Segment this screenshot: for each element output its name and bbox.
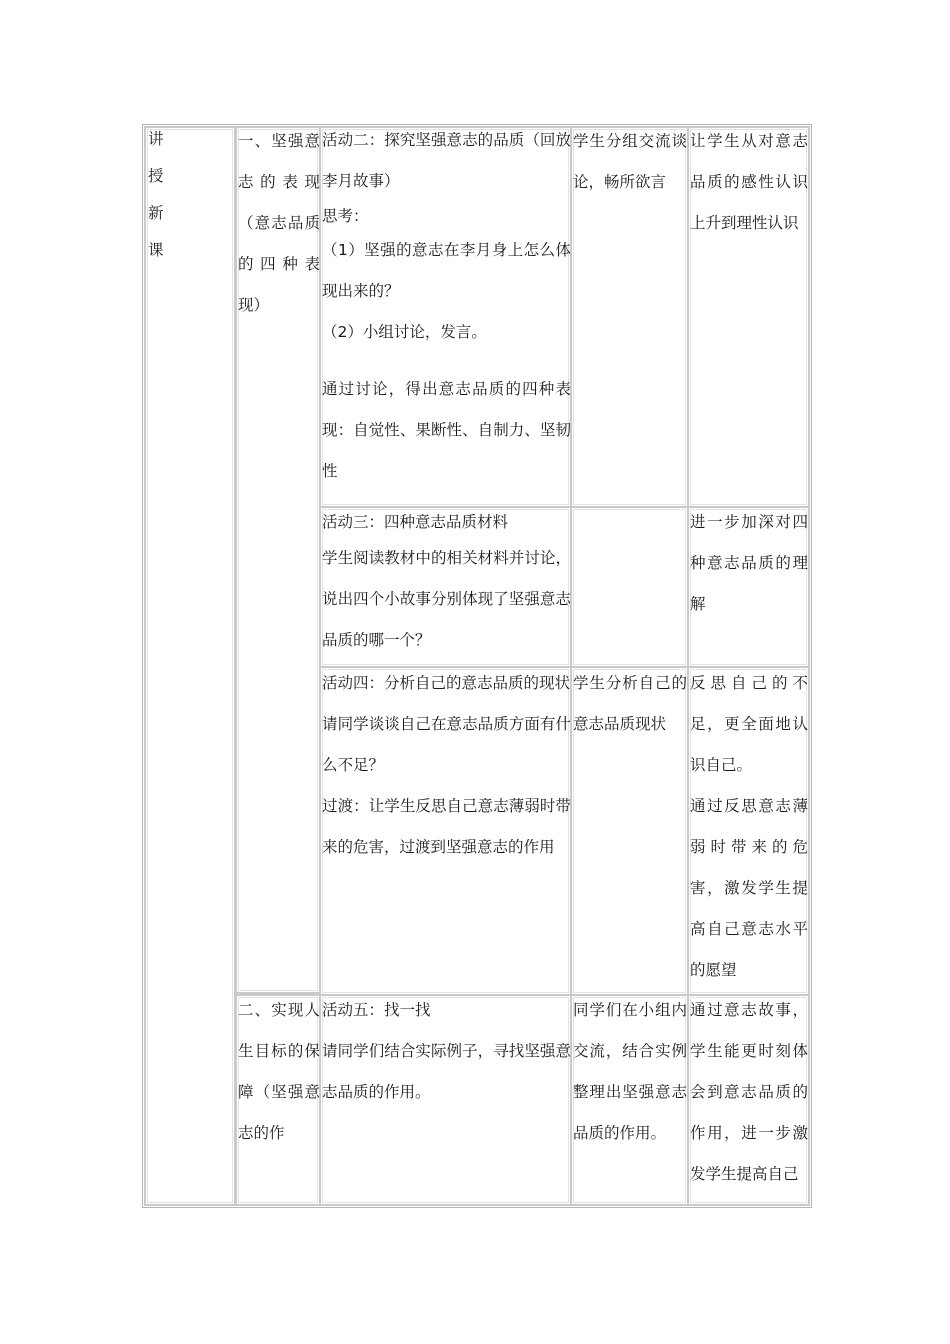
intent-2: 进一步加深对四种意志品质的理解 [690, 513, 808, 613]
section-label-char: 课 [148, 241, 164, 259]
activity-line: 请同学谈谈自己在意志品质方面有什么不足？ [322, 715, 571, 774]
student-activity-4: 同学们在小组内交流，结合实例整理出坚强意志品质的作用。 [573, 1001, 687, 1142]
teacher-activity-1 [322, 120, 571, 492]
student-activity-1: 学生分组交流谈论，畅所欲言 [573, 132, 687, 191]
student-cell-2 [570, 506, 689, 668]
activity-line: 思考： [322, 207, 369, 225]
activity-title: 活动二：探究坚强意志的品质（回放李月故事） [322, 131, 571, 190]
activity-line: 通过讨论，得出意志品质的四种表现：自觉性、果断性、自制力、坚韧性 [322, 380, 571, 480]
teacher-activity-3 [322, 663, 571, 868]
topic-2: 二、实现人生目标的保障（坚强意志的作 [238, 1001, 320, 1142]
activity-line: 过渡：让学生反思自己意志薄弱时带来的危害，过渡到坚强意志的作用 [322, 797, 571, 856]
teacher-activity-2 [322, 506, 571, 661]
intent-1: 让学生从对意志品质的感性认识上升到理性认识 [690, 132, 808, 232]
section-label-char: 授 [148, 167, 164, 185]
topic-1: 一、坚强意志的表现（意志品质的四种表现） [238, 132, 320, 314]
intent-line: 反思自己的不足，更全面地认识自己。 [690, 674, 808, 774]
intent-line: 通过反思意志薄弱时带来的危害，激发学生提高自己意志水平的愿望 [690, 797, 808, 979]
section-label-char: 新 [148, 204, 164, 222]
student-activity-3: 学生分析自己的意志品质现状 [573, 674, 687, 733]
spacer [322, 353, 571, 369]
activity-line: 请同学们结合实际例子，寻找坚强意志品质的作用。 [322, 1042, 571, 1101]
activity-title: 活动五：找一找 [322, 1001, 431, 1019]
activity-title: 活动四：分析自己的意志品质的现状 [322, 674, 571, 692]
intent-3 [690, 663, 808, 991]
activity-line: 学生阅读教材中的相关材料并讨论，说出四个小故事分别体现了坚强意志品质的哪一个？ [322, 549, 571, 649]
intent-4: 通过意志故事，学生能更时刻体会到意志品质的作用，进一步激发学生提高自己 [690, 1001, 808, 1183]
section-label-char: 讲 [148, 130, 164, 148]
teacher-activity-4 [322, 990, 571, 1113]
activity-line: （1）坚强的意志在李月身上怎么体现出来的？ [322, 241, 571, 300]
activity-line: （2）小组讨论，发言。 [322, 323, 487, 341]
activity-title: 活动三：四种意志品质材料 [322, 513, 509, 531]
section-label [148, 121, 178, 269]
section-label-cell [144, 126, 236, 1206]
